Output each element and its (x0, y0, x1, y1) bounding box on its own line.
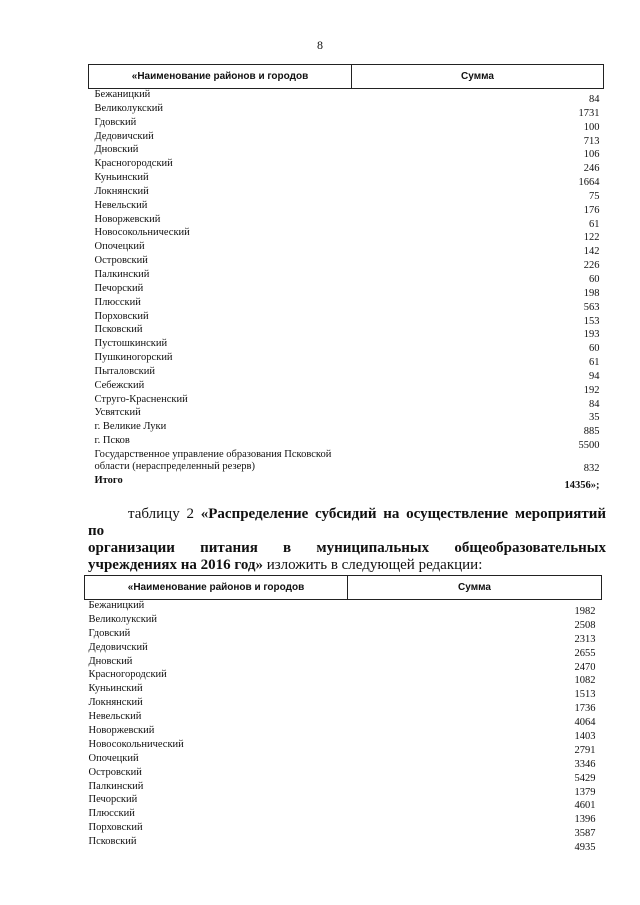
subsidy-amount: 1982 (574, 606, 596, 617)
district-name: Пыталовский (94, 365, 155, 377)
subsidy-amount: 2470 (574, 661, 596, 673)
district-name: Дедовичский (88, 641, 148, 653)
subsidy-amount: 75 (589, 190, 600, 202)
subsidy-amount: 14356»; (564, 479, 600, 491)
district-name: Опочецкий (88, 752, 139, 764)
district-name: Печорский (94, 282, 144, 294)
district-name: Плюсский (94, 296, 141, 308)
subsidy-amount: 100 (583, 121, 600, 133)
subsidy-amount: 885 (583, 426, 600, 438)
page-number: 8 (317, 38, 323, 52)
district-name: Новосокольнический (94, 227, 190, 239)
district-name (89, 449, 352, 475)
subsidy-amount: 192 (583, 384, 600, 396)
district-name: г. Великие Луки (94, 421, 167, 433)
district-name: Куньинский (88, 683, 143, 695)
district-name: Опочецкий (94, 241, 145, 253)
subsidy-amount: 3587 (574, 828, 596, 840)
district-name: Бежаницкий (94, 89, 151, 100)
district-name: Локнянский (88, 697, 143, 709)
subsidy-amount: 4601 (574, 800, 596, 812)
district-name: Куньинский (94, 172, 149, 184)
district-name: Локнянский (94, 185, 149, 197)
table-title-part1: «Распределение субсидий на осуществление мероприятий по (88, 506, 606, 539)
district-name: Невельский (88, 711, 142, 723)
district-name: Плюсский (88, 808, 135, 820)
district-name: Невельский (94, 199, 148, 211)
table-body (85, 600, 602, 854)
district-name: Великолукский (94, 102, 164, 114)
table-row (85, 600, 602, 614)
district-name: Пустошкинский (94, 338, 168, 350)
subsidy-amount: 176 (583, 204, 600, 216)
table-header-row (89, 65, 604, 89)
district-name: Итого (94, 474, 123, 486)
paragraph-line (88, 540, 606, 557)
district-name: Дедовичский (94, 130, 154, 142)
district-name: Палкинский (94, 268, 150, 280)
subsidy-amount: 193 (583, 329, 600, 341)
table-title-part3: учреждениях на 2016 год» (88, 557, 263, 573)
subsidy-amount: 832 (583, 462, 600, 474)
subsidy-amount: 563 (583, 301, 600, 313)
district-name: г. Псков (94, 435, 130, 447)
column-header-sum: Сумма (348, 576, 602, 600)
district-name: Красногородский (88, 669, 167, 681)
district-name: Усвятский (94, 407, 141, 419)
district-name: Гдовский (88, 627, 131, 639)
district-name: Палкинский (88, 780, 144, 792)
subsidy-amount: 1664 (578, 177, 600, 189)
subsidy-amount: 1731 (578, 107, 600, 119)
paragraph-line (88, 506, 606, 540)
district-name: Псковский (88, 836, 137, 848)
subsidy-amount: 2791 (574, 744, 596, 756)
paragraph-tail: изложить в следующей редакции: (262, 557, 483, 573)
subsidy-amount: 1403 (574, 731, 596, 743)
district-name: Себежский (94, 379, 145, 391)
column-header-sum: Сумма (352, 65, 604, 89)
subsidy-amount: 94 (589, 370, 600, 382)
table-body (89, 89, 604, 489)
subsidy-amount: 1379 (574, 786, 596, 798)
district-name: Дновский (88, 655, 133, 667)
district-name: Порховский (88, 822, 143, 834)
subsidy-amount: 5500 (578, 440, 600, 452)
district-name: Дновский (94, 144, 139, 156)
district-name-line: Государственное управление образования Псковской (94, 448, 332, 460)
table-row (89, 89, 604, 103)
district-name: Пушкиногорский (94, 352, 173, 364)
district-name-line: области (нераспределенный резерв) (94, 460, 255, 472)
subsidy-table-1 (88, 64, 604, 489)
subsidy-amount: 4064 (574, 717, 596, 729)
district-name: Струго-Красненский (94, 393, 188, 405)
table-header-row (85, 576, 602, 600)
table-title-part2: организации питания в муниципальных общеобразовательных (88, 540, 606, 556)
district-name: Бежаницкий (88, 600, 145, 611)
subsidy-amount: 226 (583, 260, 600, 272)
subsidy-amount: 61 (589, 218, 600, 230)
column-header-name: «Наименование районов и городов (89, 65, 352, 89)
subsidy-amount: 4935 (574, 842, 596, 854)
district-name: Новоржевский (94, 213, 161, 225)
subsidy-amount: 153 (583, 315, 600, 327)
subsidy-amount: 5429 (574, 772, 596, 784)
subsidy-amount: 106 (583, 149, 600, 161)
district-name: Псковский (94, 324, 143, 336)
district-name: Новоржевский (88, 725, 155, 737)
district-name: Красногородский (94, 158, 173, 170)
subsidy-amount: 2313 (574, 633, 596, 645)
column-header-name: «Наименование районов и городов (85, 576, 348, 600)
district-name: Новосокольнический (88, 738, 184, 750)
subsidy-amount: 61 (589, 357, 600, 369)
subsidy-amount: 246 (583, 163, 600, 175)
subsidy-amount: 84 (589, 398, 600, 410)
subsidy-amount: 1082 (574, 675, 596, 687)
subsidy-amount: 122 (583, 232, 600, 244)
subsidy-amount: 2655 (574, 647, 596, 659)
subsidy-amount: 60 (589, 343, 600, 355)
paragraph-lead: таблицу 2 (128, 506, 201, 522)
subsidy-amount: 2508 (574, 619, 596, 631)
district-name: Порховский (94, 310, 149, 322)
amendment-paragraph (88, 506, 606, 574)
subsidy-amount: 35 (589, 412, 600, 424)
subsidy-amount: 3346 (574, 758, 596, 770)
paragraph-line (88, 557, 606, 574)
district-name: Островский (94, 255, 148, 267)
subsidy-amount: 1736 (574, 703, 596, 715)
district-name: Печорский (88, 794, 138, 806)
subsidy-amount: 713 (583, 135, 600, 147)
subsidy-amount: 1513 (574, 689, 596, 701)
subsidy-amount: 142 (583, 246, 600, 258)
subsidy-table-2 (84, 575, 602, 854)
subsidy-amount: 60 (589, 273, 600, 285)
district-name: Великолукский (88, 613, 158, 625)
district-name: Островский (88, 766, 142, 778)
district-name: Гдовский (94, 116, 137, 128)
subsidy-amount: 1396 (574, 814, 596, 826)
subsidy-amount: 198 (583, 287, 600, 299)
subsidy-amount: 84 (589, 94, 600, 105)
